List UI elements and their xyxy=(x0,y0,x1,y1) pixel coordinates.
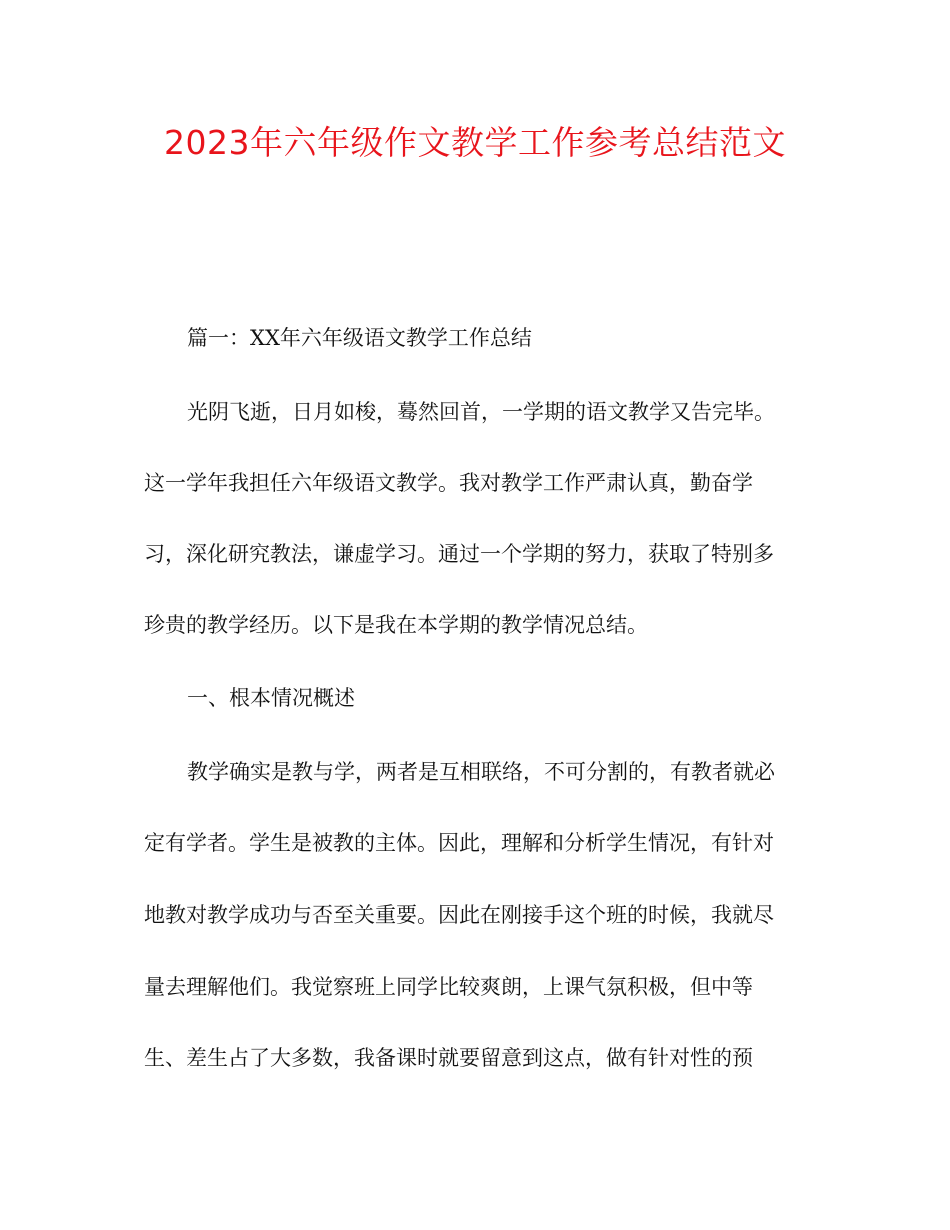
section-heading: 篇一：XX年六年级语文教学工作总结 xyxy=(187,326,532,350)
paragraph-line: 光阴飞逝，日月如梭，蓦然回首，一学期的语文教学又告完毕。 xyxy=(187,400,775,424)
paragraph-line: 地教对教学成功与否至关重要。因此在刚接手这个班的时候，我就尽 xyxy=(144,903,774,927)
subsection-heading: 一、根本情况概述 xyxy=(187,686,355,710)
document-title: 2023年六年级作文教学工作参考总结范文 xyxy=(164,123,786,162)
paragraph-line: 生、差生占了大多数，我备课时就要留意到这点，做有针对性的预 xyxy=(144,1046,753,1070)
paragraph-line: 教学确实是教与学，两者是互相联络，不可分割的，有教者就必 xyxy=(187,760,775,784)
paragraph-line: 习，深化研究教法，谦虚学习。通过一个学期的努力，获取了特别多 xyxy=(144,542,774,566)
paragraph-line: 定有学者。学生是被教的主体。因此，理解和分析学生情况，有针对 xyxy=(144,831,774,855)
paragraph-line: 这一学年我担任六年级语文教学。我对教学工作严肃认真，勤奋学 xyxy=(144,471,753,495)
paragraph-line: 珍贵的教学经历。以下是我在本学期的教学情况总结。 xyxy=(144,613,648,637)
paragraph-line: 量去理解他们。我觉察班上同学比较爽朗，上课气氛积极，但中等 xyxy=(144,975,753,999)
